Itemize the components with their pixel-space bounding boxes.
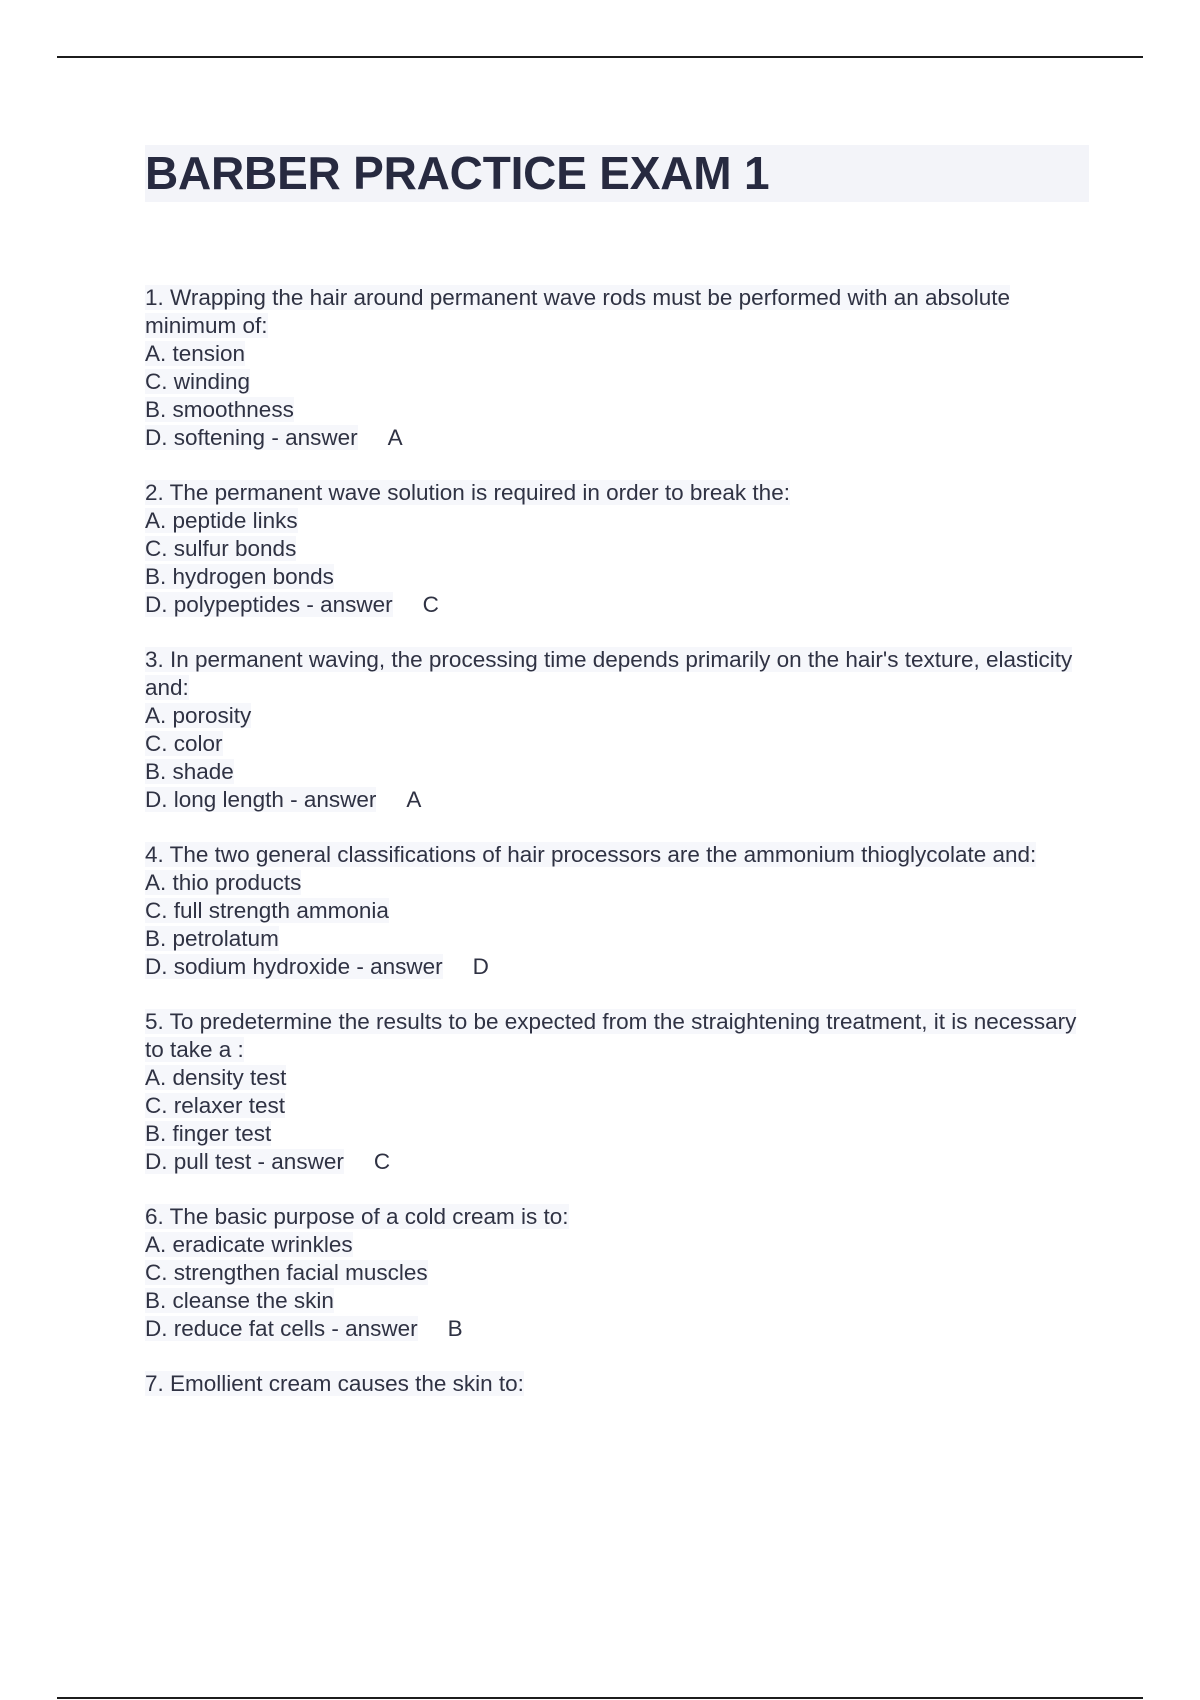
question-text: 5. To predetermine the results to be expected from the straightening treatment, it is necessary to take a : (145, 1009, 1077, 1062)
answer-key: C (373, 1149, 391, 1174)
option-c: C. winding (145, 369, 251, 394)
option-b: B. petrolatum (145, 926, 279, 951)
option-a: A. eradicate wrinkles (145, 1232, 353, 1257)
page-title: BARBER PRACTICE EXAM 1 (145, 147, 770, 199)
option-a: A. porosity (145, 703, 252, 728)
question-5 (145, 1008, 1095, 1176)
option-a: A. thio products (145, 870, 302, 895)
answer-key: A (387, 425, 403, 450)
question-text: 4. The two general classifications of hair processors are the ammonium thioglycolate and: (145, 842, 1037, 867)
bottom-rule (57, 1697, 1143, 1699)
option-c: C. sulfur bonds (145, 536, 297, 561)
option-c: C. relaxer test (145, 1093, 286, 1118)
question-2 (145, 479, 1095, 619)
answer-key: B (447, 1316, 463, 1341)
question-text: 3. In permanent waving, the processing time depends primarily on the hair's texture, elasticity and: (145, 647, 1073, 700)
option-b: B. hydrogen bonds (145, 564, 334, 589)
option-d: D. reduce fat cells - answer B (145, 1316, 463, 1341)
question-text: 7. Emollient cream causes the skin to: (145, 1371, 524, 1396)
answer-key: A (406, 787, 422, 812)
question-3 (145, 646, 1095, 814)
answer-key: C (422, 592, 439, 617)
question-text: 6. The basic purpose of a cold cream is to: (145, 1204, 569, 1229)
option-a: A. peptide links (145, 508, 298, 533)
option-b: B. shade (145, 759, 234, 784)
answer-key: D (472, 954, 489, 979)
question-text: 1. Wrapping the hair around permanent wave rods must be performed with an absolute minimum of: (145, 285, 1011, 338)
question-7 (145, 1370, 1095, 1398)
option-b: B. smoothness (145, 397, 294, 422)
question-text: 2. The permanent wave solution is required in order to break the: (145, 480, 790, 505)
option-c: C. strengthen facial muscles (145, 1260, 428, 1285)
option-d: D. polypeptides - answer C (145, 592, 439, 617)
option-c: C. full strength ammonia (145, 898, 389, 923)
option-b: B. finger test (145, 1121, 272, 1146)
option-b: B. cleanse the skin (145, 1288, 334, 1313)
top-rule (57, 56, 1143, 58)
question-4 (145, 841, 1095, 981)
option-d: D. sodium hydroxide - answer D (145, 954, 489, 979)
option-d: D. pull test - answer C (145, 1149, 391, 1174)
question-list (145, 284, 1095, 1425)
option-d: D. long length - answer A (145, 787, 422, 812)
option-a: A. tension (145, 341, 246, 366)
option-d: D. softening - answer A (145, 425, 403, 450)
question-1 (145, 284, 1095, 452)
option-c: C. color (145, 731, 223, 756)
question-6 (145, 1203, 1095, 1343)
option-a: A. density test (145, 1065, 287, 1090)
